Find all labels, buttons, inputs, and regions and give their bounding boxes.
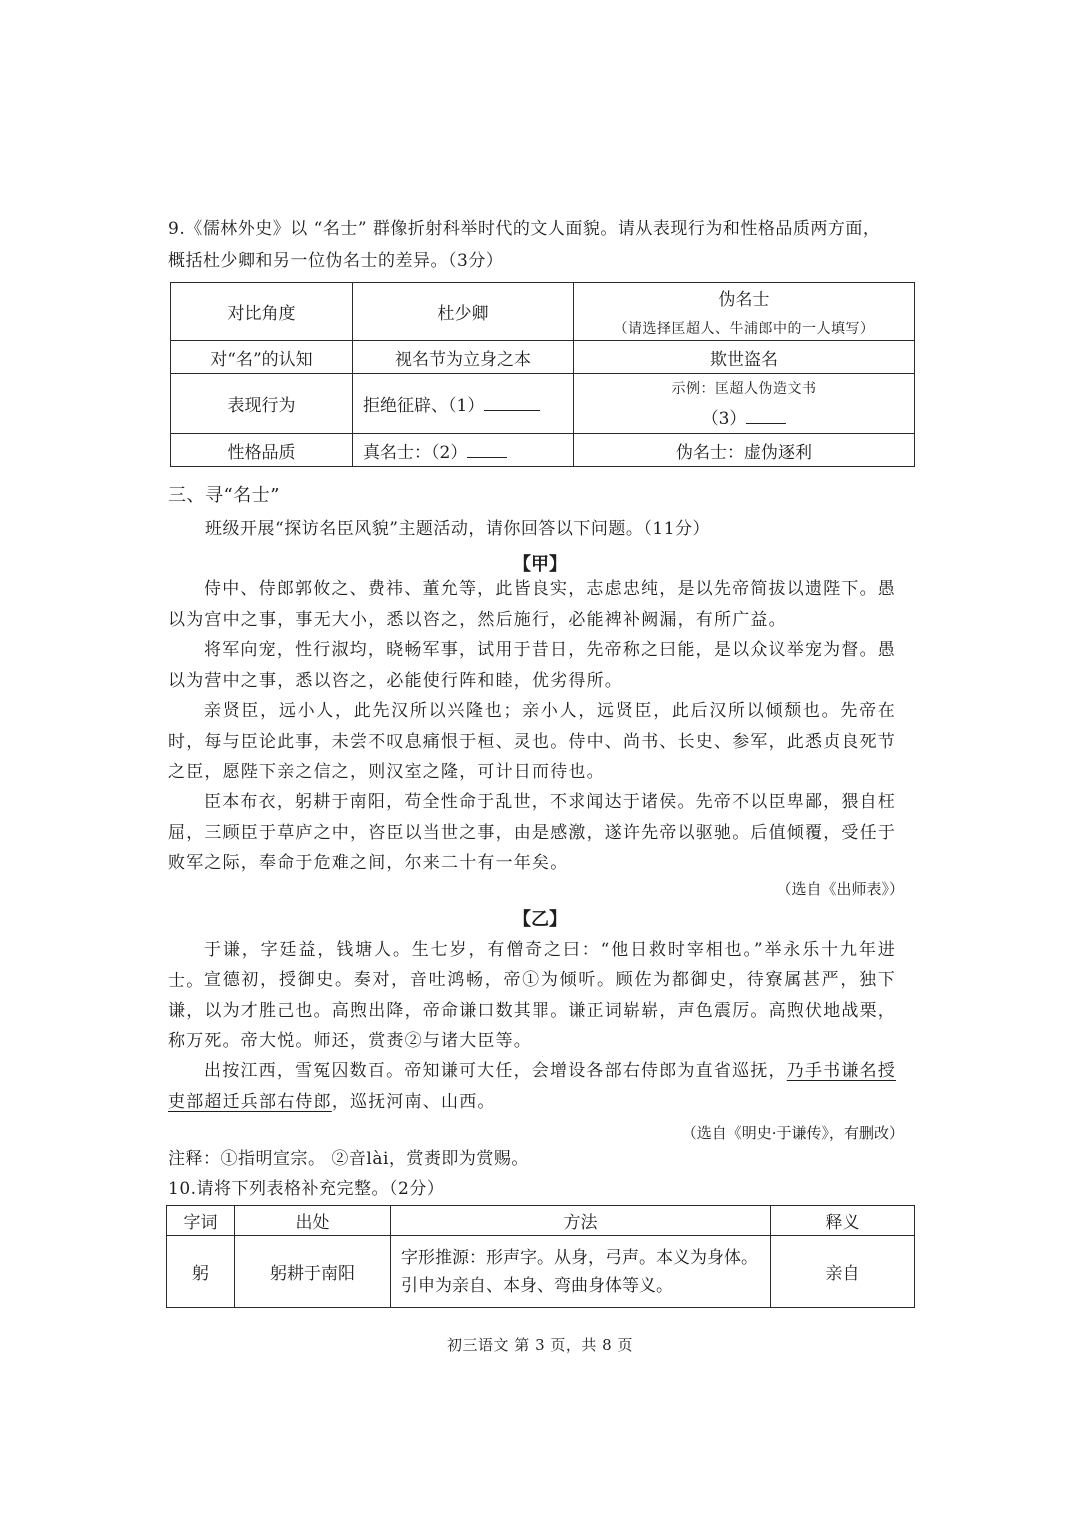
row2-angle: 表现行为: [171, 374, 353, 434]
jia-paragraph-3: 亲贤臣，远小人，此先汉所以兴隆也；亲小人，远贤臣，此后汉所以倾颓也。先帝在时，每与臣论此事，未尝不叹息痛恨于桓、灵也。侍中、尚书、长史、参军，此悉贞良死节之臣，愿陛下亲之信之，则汉室之隆，可计日而待也。: [168, 701, 896, 782]
row3-fake: 伪名士：虚伪逐利: [574, 434, 915, 467]
header-fake-title: 伪名士: [718, 290, 770, 310]
q9-comparison-table: [170, 282, 915, 467]
yi-label: 【乙】: [513, 909, 567, 930]
yi-paragraph-3: [168, 1056, 896, 1117]
row3-du: [353, 434, 574, 467]
row2-fake: [574, 374, 915, 434]
answer-blank-2[interactable]: [467, 441, 507, 458]
q10-meaning: 亲自: [771, 1236, 915, 1308]
q10-title: 10.请将下列表格补充完整。（2分）: [168, 1179, 445, 1199]
jia-source: （选自《出师表》）: [776, 880, 904, 898]
jia-label: 【甲】: [513, 554, 567, 575]
row2-fake-blank-line: [574, 404, 914, 429]
yi-p3-underlined: 乃手书谦名授吏部超迁兵部右侍郎: [168, 1061, 897, 1112]
jia-paragraph-4: 臣本布衣，躬耕于南阳，苟全性命于乱世，不求闻达于诸侯。先帝不以臣卑鄙，猥自枉屈，三顾臣于草庐之中，咨臣以当世之事，由是感激，遂许先帝以驱驰。后值倾覆，受任于败军之际，奉命于危难之间，尔来二十有一年矣。: [168, 792, 896, 873]
yi-paragraph-1: 于谦，字廷益，钱塘人。生七岁，有僧奇之曰：“他日救时宰相也。”举永乐十九年进士。: [168, 940, 896, 991]
table-row: [171, 341, 915, 374]
table-row: [167, 1236, 915, 1308]
row1-fake: 欺世盗名: [574, 341, 915, 374]
header-fake: [574, 283, 915, 341]
row2-du-text: 拒绝征辟、（1）: [363, 396, 485, 416]
row1-angle: 对“名”的认知: [171, 341, 353, 374]
row2-du: [353, 374, 574, 434]
header-du: 杜少卿: [353, 283, 574, 341]
header-angle: 对比角度: [171, 283, 353, 341]
q10-header-method: 方法: [391, 1206, 771, 1236]
q10-source: 躬耕于南阳: [235, 1236, 391, 1308]
yi-source: （选自《明史·于谦传》，有删改）: [681, 1124, 904, 1142]
table-row: [171, 374, 915, 434]
q10-method: [391, 1236, 771, 1308]
section3-intro: 班级开展“探访名臣风貌”主题活动，请你回答以下问题。（11分）: [205, 519, 711, 539]
q10-word: 躬: [167, 1236, 235, 1308]
q10-header-source: 出处: [235, 1206, 391, 1236]
row2-fake-blank-label: （3）: [701, 409, 747, 429]
jia-paragraph-1: 侍中、侍郎郭攸之、费祎、董允等，此皆良实，志虑忠纯，是以先帝简拔以遗陛下。愚以为宫中之事，事无大小，悉以咨之，然后施行，必能裨补阙漏，有所广益。: [168, 579, 896, 630]
q10-method-line1: 字形推源：形声字。从身，弓声。本义为身体。: [401, 1247, 758, 1268]
yi-p3-tail: ，巡抚河南、山西。: [331, 1091, 496, 1112]
q9-line2: 概括杜少卿和另一位伪名士的差异。（3分）: [168, 251, 504, 271]
row1-du: 视名节为立身之本: [353, 341, 574, 374]
yi-paragraph-2: 宣德初，授御史。奏对，音吐鸿畅，帝①为倾听。顾佐为都御史，待寮属甚严，独下谦，以为才胜己也。高煦出降，帝命谦口数其罪。谦正词崭崭，声色震厉。高煦伏地战栗，称万死。帝大悦。师还，赏赉②与诸大臣等。: [168, 970, 896, 1051]
yi-p3-plain: 出按江西，雪冤囚数百。帝知谦可大任，会增设各部右侍郎为直省巡抚，: [204, 1061, 787, 1081]
page-footer: 初三语文 第 3 页，共 8 页: [447, 1336, 633, 1354]
q10-table: [166, 1205, 915, 1308]
q9-line1: 9.《儒林外史》以 “名士” 群像折射科举时代的文人面貌。请从表现行为和性格品质两方面，: [168, 219, 881, 239]
section3-title: 三、寻“名士”: [168, 485, 280, 506]
table-header-row: [171, 283, 915, 341]
q10-header-word: 字词: [167, 1206, 235, 1236]
row3-du-text: 真名士：（2）: [363, 442, 468, 463]
q10-header-row: [167, 1206, 915, 1236]
q10-method-line2: 引申为亲自、本身、弯曲身体等义。: [401, 1275, 673, 1296]
header-fake-note: （请选择匡超人、牛浦郎中的一人填写）: [613, 321, 875, 337]
answer-blank-3[interactable]: [746, 407, 786, 424]
jia-paragraph-2: 将军向宠，性行淑均，晓畅军事，试用于昔日，先帝称之曰能，是以众议举宠为督。愚以为营中之事，悉以咨之，必能使行阵和睦，优劣得所。: [168, 640, 896, 691]
yi-notes: 注释：①指明宣宗。 ②音lài，赏赉即为赏赐。: [168, 1149, 529, 1169]
row2-fake-example: 示例：匡超人伪造文书: [671, 381, 817, 397]
q10-header-meaning: 释义: [771, 1206, 915, 1236]
table-row: [171, 434, 915, 467]
row3-angle: 性格品质: [171, 434, 353, 467]
answer-blank-1[interactable]: [484, 394, 540, 411]
